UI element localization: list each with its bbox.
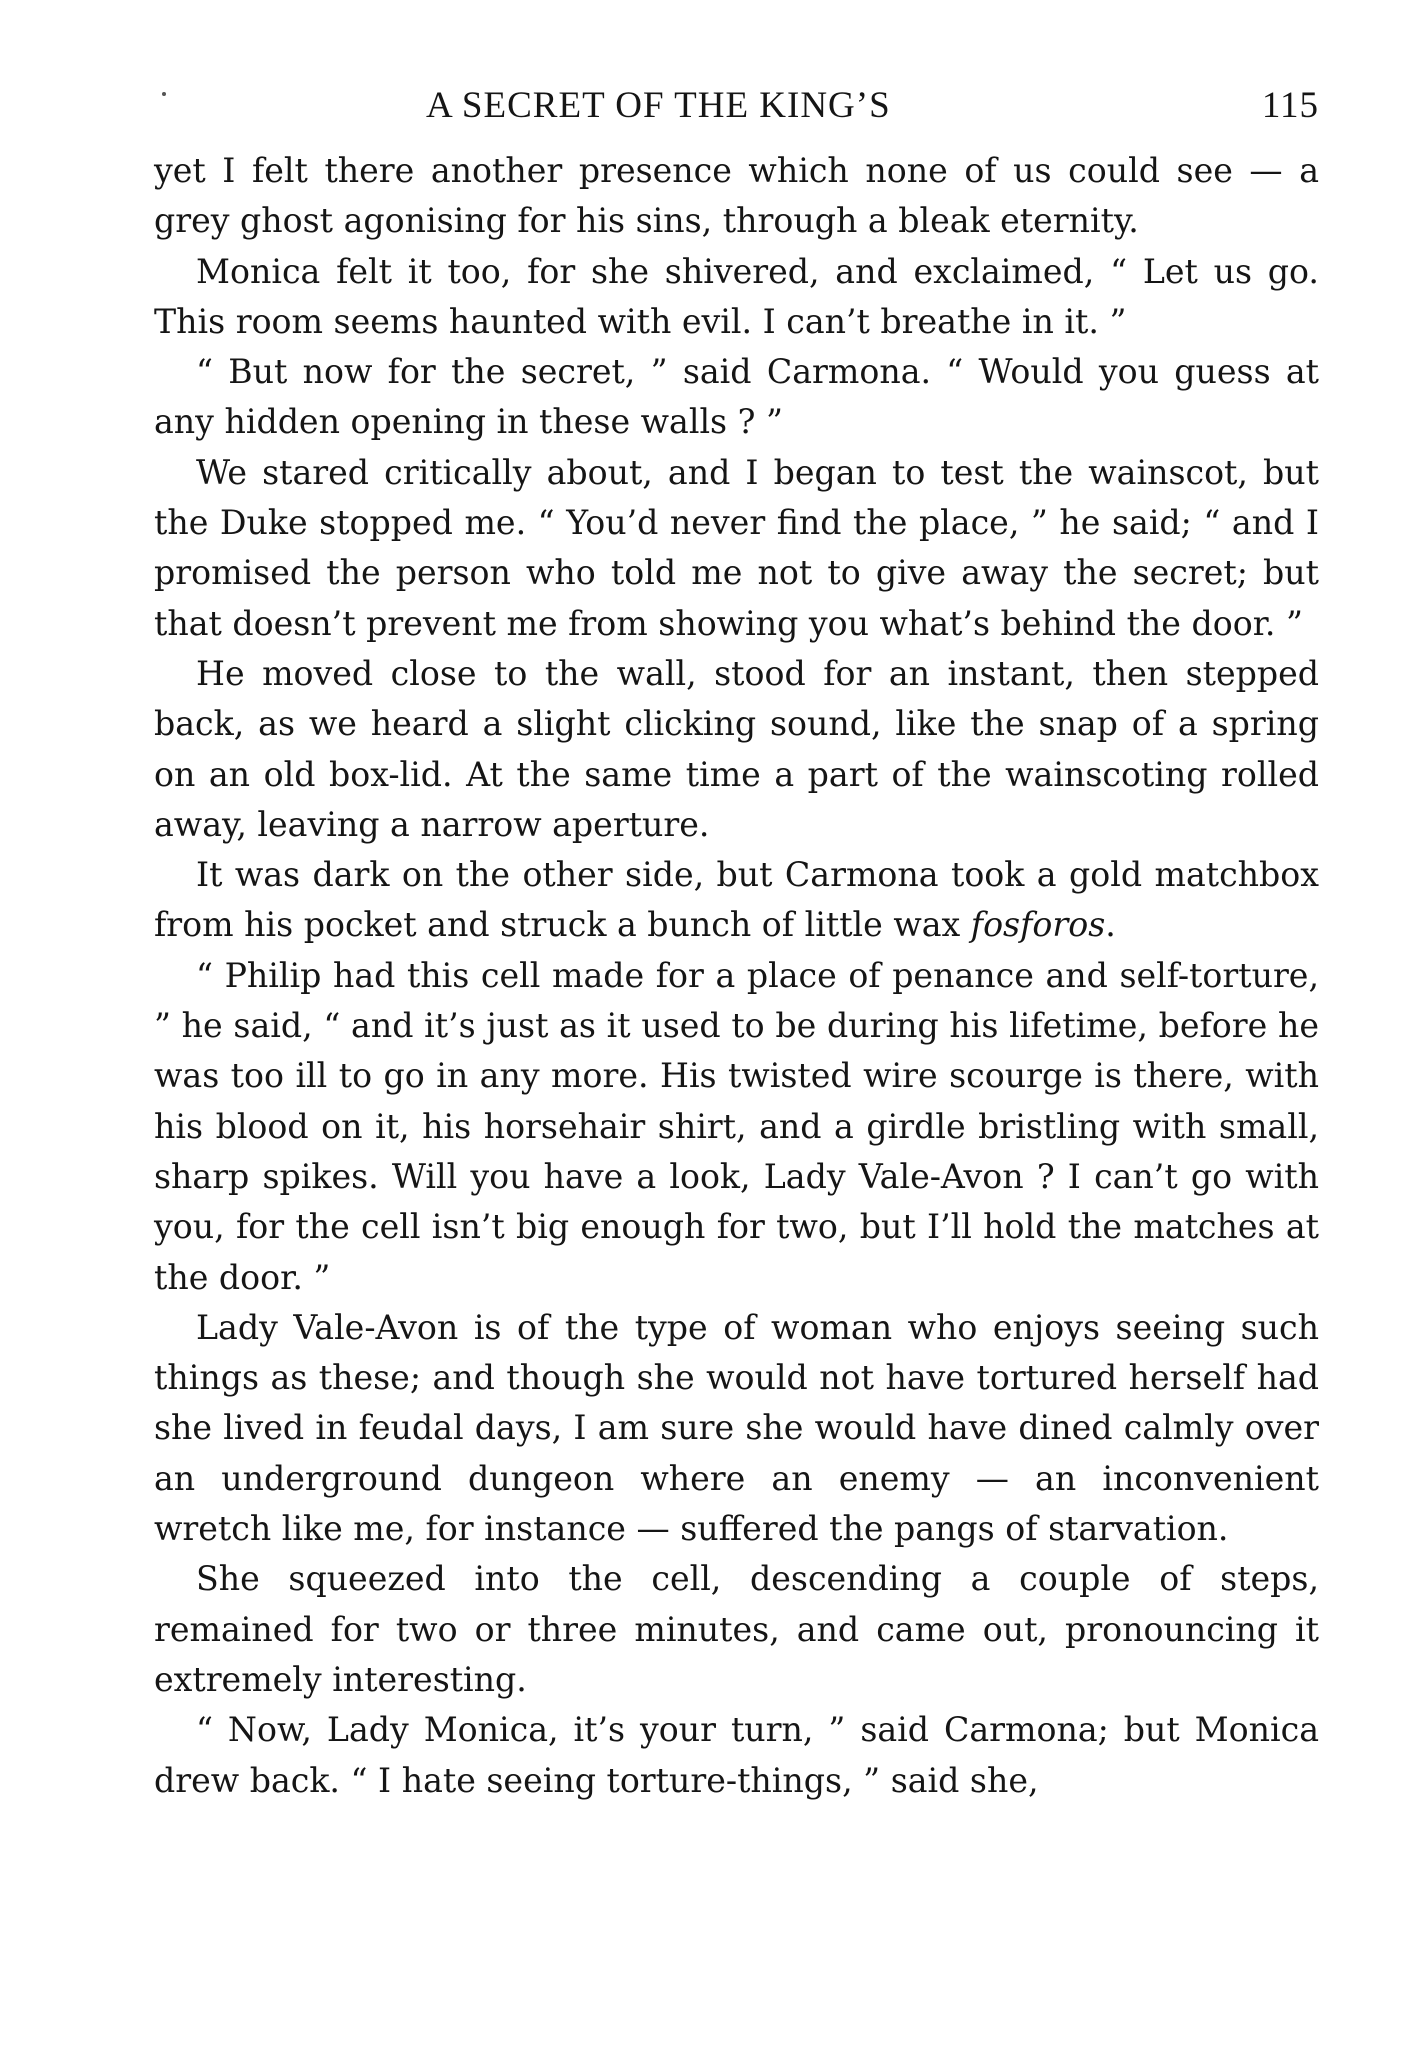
paragraph-text: Lady Vale-Avon is of the type of woman who enjoys seeing such things as these; and though she would not have tortured herself had she lived in feudal days, I am sure she would have dined calmly over an underground dungeon where an enemy — an inconvenient wretch like me, for instance — suffered the pangs of starvation. xyxy=(154,1307,1319,1549)
running-head xyxy=(154,76,1319,132)
paragraph-text: He moved close to the wall, stood for an instant, then stepped back, as we heard a slight clicking sound, like the snap of a spring on an old box-lid. At the same time a part of the wainscoting rolled away, leaving a narrow aperture. xyxy=(154,653,1319,844)
italic-word: fosforos xyxy=(970,905,1106,945)
paragraph-text: Monica felt it too, for she shivered, and exclaimed, “ Let us go. This room seems haunted with evil. I can’t breathe in it. ” xyxy=(154,251,1319,341)
paragraph xyxy=(154,1554,1319,1705)
page-number: 115 xyxy=(1261,85,1319,126)
paragraph xyxy=(154,448,1319,649)
paragraph-text: . xyxy=(1105,905,1116,945)
paragraph-text: We stared critically about, and I began to test the wainscot, but the Duke stopped me. “ You’d never find the place, ” he said; “ and I promised the person who told me not to give away the secret; but that doesn’t prevent me from showing you what’s behind the door. ” xyxy=(154,452,1319,643)
paragraph xyxy=(154,347,1319,448)
paragraph xyxy=(154,247,1319,348)
body-text xyxy=(154,146,1319,1806)
running-head-title: A SECRET OF THE KING’S xyxy=(426,85,891,126)
paragraph-text: “ But now for the secret, ” said Carmona. “ Would you guess at any hidden opening in these walls ? ” xyxy=(154,352,1319,442)
paragraph-text: “ Now, Lady Monica, it’s your turn, ” said Carmona; but Monica drew back. “ I hate seeing torture-things, ” said she, xyxy=(154,1710,1319,1800)
paragraph-text: She squeezed into the cell, descending a couple of steps, remained for two or three minutes, and came out, pronouncing it extremely interesting. xyxy=(154,1559,1319,1699)
paragraph-text: It was dark on the other side, but Carmona took a gold matchbox from his pocket and struck a bunch of little wax xyxy=(154,855,1319,945)
paragraph-text: yet I felt there another presence which none of us could see — a grey ghost agonising for his sins, through a bleak eternity. xyxy=(154,151,1319,241)
paragraph xyxy=(154,649,1319,850)
paragraph xyxy=(154,146,1319,247)
paragraph xyxy=(154,850,1319,951)
paragraph xyxy=(154,1303,1319,1554)
paragraph-text: “ Philip had this cell made for a place of penance and self-torture, ” he said, “ and it’s just as it used to be during his lifetime, before he was too ill to go in any more. His twisted wire scourge is there, with his blood on it, his horsehair shirt, and a girdle bristling with small, sharp spikes. Will you have a look, Lady Vale-Avon ? I can’t go with you, for the cell isn’t big enough for two, but I’ll hold the matches at the door. ” xyxy=(154,955,1319,1297)
paragraph xyxy=(154,1705,1319,1806)
paragraph xyxy=(154,951,1319,1303)
